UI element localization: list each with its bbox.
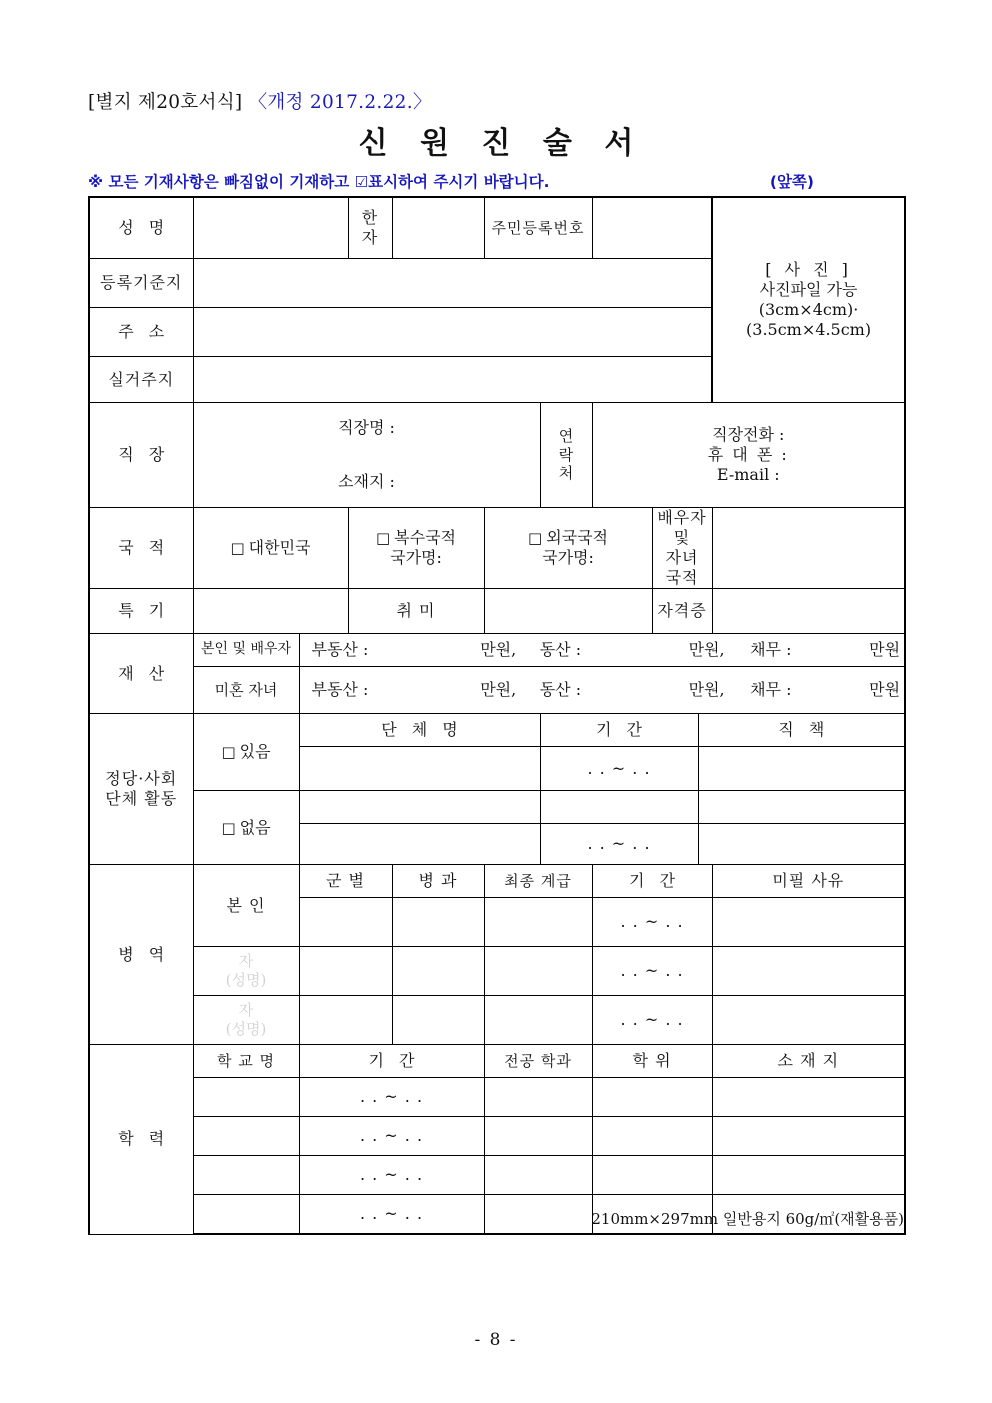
photo-box[interactable] [712,197,905,403]
field-corps-2[interactable] [392,947,484,996]
photo-box-title: [ 사 진 ] [765,260,852,279]
label-debt-children: 채무 : [750,680,792,699]
field-party-period-1[interactable]: . . ~ . . [540,747,698,791]
label-license: 자격증 [652,589,712,634]
unit-real-estate-children: 만원, [480,680,517,699]
field-name[interactable] [193,197,348,259]
party-label-line1: 정당·사회 [105,769,178,788]
field-branch-3[interactable] [299,996,392,1045]
column-header-major: 전공 학과 [484,1045,592,1078]
label-nationality: 국 적 [89,508,193,589]
field-position-2a[interactable] [698,791,905,824]
table-row-workplace [89,403,905,508]
field-major-3[interactable] [484,1156,592,1195]
notice-suffix: 표시하여 주시기 바랍니다. [368,173,550,191]
label-company-location: 소재지 : [338,472,395,491]
field-party-period-2[interactable]: . . ~ . . [540,824,698,865]
child-label-line2-b: (성명) [225,1020,267,1038]
field-major-2[interactable] [484,1117,592,1156]
field-license[interactable] [712,589,905,634]
field-address[interactable] [193,308,712,357]
column-header-education-period: 기 간 [299,1045,484,1078]
field-actual-residence[interactable] [193,357,712,403]
field-position-2[interactable] [698,824,905,865]
label-military-service: 병 역 [89,865,193,1045]
checkbox-icon-dual[interactable]: □ [375,529,391,547]
field-rrn[interactable] [592,197,712,259]
spouse-nationality-line2: 자녀 국적 [665,548,699,587]
option-label-party-yes: 있음 [239,742,271,761]
table-row-nationality [89,508,905,589]
table-row-education-1 [89,1078,905,1117]
label-office-phone: 직장전화 : [712,425,785,444]
unit-real-estate-self: 만원, [480,640,517,659]
form-notice [88,170,904,192]
label-hanja: 한 자 [348,197,392,259]
field-registry-base[interactable] [193,259,712,308]
photo-box-line3: (3cm×4cm)· [758,300,859,319]
field-final-rank-2[interactable] [484,947,592,996]
photo-box-line4: (3.5cm×4.5cm) [746,320,872,339]
label-registry-base: 등록기준지 [89,259,193,308]
table-row-education-2 [89,1117,905,1156]
field-major-1[interactable] [484,1078,592,1117]
field-hobby[interactable] [484,589,652,634]
unit-debt-self: 만원 [869,640,901,659]
party-label-line2: 단체 활동 [105,789,178,808]
column-header-corps: 병 과 [392,865,484,898]
contact-label-char-2: 락 [558,445,574,464]
column-header-organization: 단 체 명 [299,714,540,747]
label-workplace: 직 장 [89,403,193,508]
label-email: E-mail : [716,465,780,484]
table-row-military-child-1 [89,947,905,996]
table-row-military-child-2 [89,996,905,1045]
label-movable-children: 동산 : [539,680,582,699]
field-final-rank-1[interactable] [484,898,592,947]
label-real-estate-self: 부동산 : [311,640,369,659]
field-school-location-1[interactable] [712,1078,905,1117]
field-final-rank-3[interactable] [484,996,592,1045]
column-header-position: 직 책 [698,714,905,747]
field-party-period-2a[interactable] [540,791,698,824]
paper-spec-note: 210mm×297mm 일반용지 60g/㎡(재활용품) [591,1210,904,1228]
field-branch-2[interactable] [299,947,392,996]
checked-checkbox-icon: ☑ [354,173,369,191]
field-school-name-2[interactable] [193,1117,299,1156]
label-rrn: 주민등록번호 [484,197,592,259]
field-exemption-reason-3[interactable] [712,996,905,1045]
field-organization-1[interactable] [299,747,540,791]
label-party-activity [89,714,193,865]
unit-movable-self: 만원, [688,640,725,659]
label-contact [540,403,592,508]
table-row-assets-children [89,667,905,714]
field-exemption-reason-1[interactable] [712,898,905,947]
field-military-period-2[interactable]: . . ~ . . [592,947,712,996]
field-corps-1[interactable] [392,898,484,947]
form-revision: 〈개정 2017.2.22.〉 [248,92,432,113]
label-specialty: 특 기 [89,589,193,634]
page-number: - 8 - [474,1330,518,1350]
field-contact-details[interactable] [592,403,905,508]
checkbox-icon-party-no[interactable]: □ [221,818,236,837]
table-row-name [89,197,905,259]
option-foreign-nationality[interactable] [484,508,652,589]
column-header-party-period: 기 간 [540,714,698,747]
field-military-period-1[interactable]: . . ~ . . [592,898,712,947]
label-mobile-phone: 휴 대 폰 : [707,445,789,464]
option-label-dual: 복수국적 [394,528,456,547]
form-code-line [88,88,432,114]
field-position-1[interactable] [698,747,905,791]
field-degree-3[interactable] [592,1156,712,1195]
field-branch-1[interactable] [299,898,392,947]
unit-movable-children: 만원, [688,680,725,699]
table-row-education-header [89,1045,905,1078]
option-dual-nationality[interactable] [348,508,484,589]
column-header-degree: 학 위 [592,1045,712,1078]
front-side-marker: (앞쪽) [769,173,814,191]
child-label-line2-a: (성명) [225,971,267,989]
field-education-period-3[interactable]: . . ~ . . [299,1156,484,1195]
checkbox-icon-foreign[interactable]: □ [528,529,543,547]
field-education-period-1[interactable]: . . ~ . . [299,1078,484,1117]
field-school-name-3[interactable] [193,1156,299,1195]
photo-box-line2: 사진파일 가능 [759,280,858,299]
option-label-korean: 대한민국 [248,538,311,557]
field-specialty[interactable] [193,589,348,634]
contact-label-char-1: 연 [558,426,574,445]
table-row-party-none [89,791,905,824]
label-spouse-children-nationality [652,508,712,589]
field-degree-1[interactable] [592,1078,712,1117]
label-assets-subject-self: 본인 및 배우자 [193,634,299,667]
field-hanja[interactable] [392,197,484,259]
field-exemption-reason-2[interactable] [712,947,905,996]
table-row-military-header [89,865,905,898]
unit-debt-children: 만원 [869,680,901,699]
column-header-school-name: 학 교 명 [193,1045,299,1078]
label-dual-country: 국가명: [390,548,442,567]
column-header-military-period: 기 간 [592,865,712,898]
label-debt-self: 채무 : [750,640,792,659]
table-row-party-header [89,714,905,747]
option-party-yes[interactable] [193,714,299,791]
label-assets: 재 산 [89,634,193,714]
notice-prefix: ※ 모든 기재사항은 빠짐없이 기재하고 [88,173,355,191]
label-actual-residence: 실거주지 [89,357,193,403]
label-address: 주 소 [89,308,193,357]
personal-statement-table [88,196,906,1235]
field-degree-2[interactable] [592,1117,712,1156]
page-title: 신 원 진 술 서 [358,126,645,161]
label-military-subject-child-1 [193,947,299,996]
label-name: 성 명 [89,197,193,259]
column-header-branch: 군 별 [299,865,392,898]
field-assets-self[interactable] [299,634,905,667]
field-school-location-2[interactable] [712,1117,905,1156]
field-spouse-children-nationality[interactable] [712,508,905,589]
column-header-exemption-reason: 미필 사유 [712,865,905,898]
column-header-school-location: 소 재 지 [712,1045,905,1078]
contact-label-char-3: 처 [558,464,574,483]
label-military-subject-child-2 [193,996,299,1045]
option-korean-nationality[interactable] [193,508,348,589]
child-label-line1-b: 자 [238,1001,254,1020]
field-organization-2a[interactable] [299,791,540,824]
label-hobby: 취 미 [348,589,484,634]
label-movable-self: 동산 : [539,640,582,659]
field-school-location-3[interactable] [712,1156,905,1195]
label-company-name: 직장명 : [338,418,395,437]
checkbox-icon-korean[interactable]: □ [230,539,245,557]
form-code: [별지 제20호서식] [88,92,243,113]
table-row-skills [89,589,905,634]
field-workplace-details[interactable] [193,403,540,508]
label-foreign-country: 국가명: [542,548,594,567]
label-assets-subject-children: 미혼 자녀 [193,667,299,714]
checkbox-icon-party-yes[interactable]: □ [221,743,236,761]
spouse-nationality-line1: 배우자 및 [657,508,707,547]
option-label-party-no: 없음 [239,817,271,837]
table-row-education-3 [89,1156,905,1195]
label-real-estate-children: 부동산 : [311,680,369,699]
field-education-period-2[interactable]: . . ~ . . [299,1117,484,1156]
field-military-period-3[interactable]: . . ~ . . [592,996,712,1045]
option-label-foreign: 외국국적 [546,528,609,547]
field-school-name-1[interactable] [193,1078,299,1117]
column-header-final-rank: 최종 계급 [484,865,592,898]
label-education: 학 력 [89,1045,193,1235]
field-assets-children[interactable] [299,667,905,714]
field-education-period-4[interactable]: . . ~ . . [299,1195,484,1235]
child-label-line1-a: 자 [238,952,254,971]
table-row-assets-self [89,634,905,667]
option-party-no[interactable] [193,791,299,865]
field-organization-2[interactable] [299,824,540,865]
field-corps-3[interactable] [392,996,484,1045]
label-military-subject-self: 본 인 [193,865,299,947]
